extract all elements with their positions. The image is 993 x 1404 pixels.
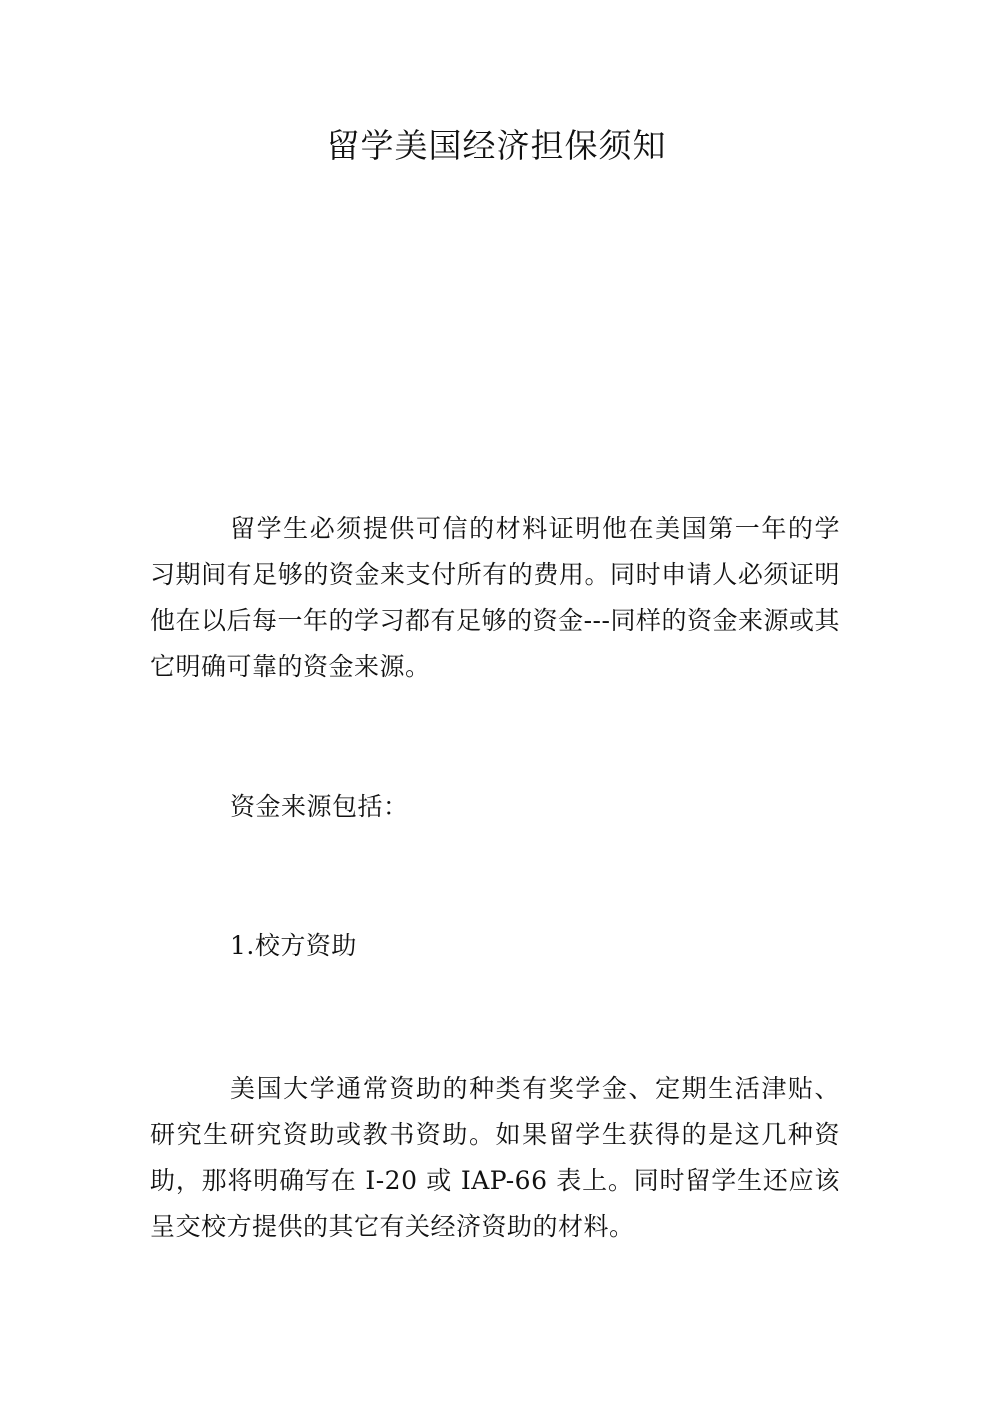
document-title: 留学美国经济担保须知 [326, 126, 667, 165]
paragraph-school-funding-details: 美国大学通常资助的种类有奖学金、定期生活津贴、研究生研究资助或教书资助。如果留学生获得的是这几种资助，那将明确写在 I-20 或 IAP-66 表上。同时留学生还应该呈交校方提供的其它有关经济资助的材料。 [150, 1074, 840, 1241]
paragraph-funding-sources-heading: 资金来源包括： [230, 792, 409, 821]
paragraph-financial-proof: 留学生必须提供可信的材料证明他在美国第一年的学习期间有足够的资金来支付所有的费用。同时申请人必须证明他在以后每一年的学习都有足够的资金---同样的资金来源或其它明确可靠的资金来源。 [150, 514, 840, 681]
paragraph-school-funding-heading: 1.校方资助 [230, 931, 357, 960]
